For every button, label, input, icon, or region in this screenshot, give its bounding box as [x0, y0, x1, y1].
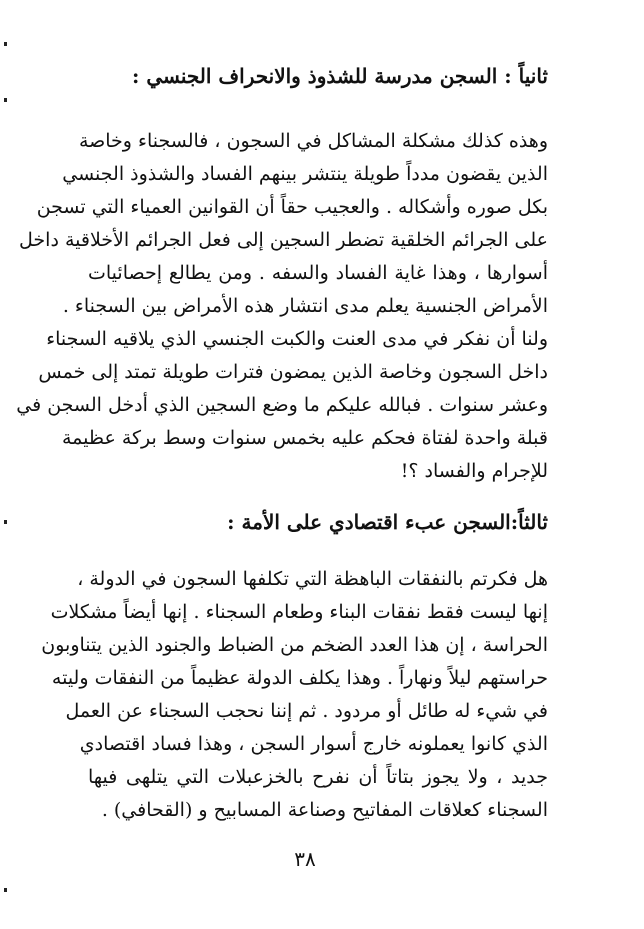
text-line: الحراسة ، إن هذا العدد الضخم من الضباط والجنود الذين يتناوبون [41, 634, 548, 656]
scan-mark [4, 888, 7, 892]
text-line: في شيء له طائل أو مردود . ثم إننا نحجب السجناء عن العمل [65, 700, 548, 722]
text-line: قبلة واحدة لفتاة فحكم عليه بخمس سنوات وسط بركة عظيمة [61, 427, 548, 449]
scan-mark [4, 520, 7, 524]
text-line: وهذه كذلك مشكلة المشاكل في السجون ، فالسجناء وخاصة [78, 130, 548, 152]
section-heading-2: ثالثاً:السجن عبء اقتصادي على الأمة : [227, 510, 548, 534]
text-line: الأمراض الجنسية يعلم مدى انتشار هذه الأمراض بين السجناء . [62, 295, 548, 317]
text-line: هل فكرتم بالنفقات الباهظة التي تكلفها السجون في الدولة ، [77, 568, 548, 590]
text-line: داخل السجون وخاصة الذين يمضون فترات طويلة تمتد إلى خمس [38, 361, 548, 383]
text-line: السجناء كعلاقات المفاتيح وصناعة المسابيح و (القحافي) . [101, 799, 548, 821]
text-line: الذين يقضون مدداً طويلة ينتشر بينهم الفساد والشذوذ الجنسي [62, 163, 548, 185]
section-heading-1: ثانياً : السجن مدرسة للشذوذ والانحراف الجنسي : [132, 64, 548, 88]
text-line: للإجرام والفساد ؟! [400, 460, 548, 482]
text-line: ولنا أن نفكر في مدى العنت والكبت الجنسي الذي يلاقيه السجناء [46, 328, 548, 350]
text-line: بكل صوره وأشكاله . والعجيب حقاً أن القوانين العمياء التي تسجن [36, 196, 548, 218]
text-line: إنها ليست فقط نفقات البناء وطعام السجناء . إنها أيضاً مشكلات [50, 601, 548, 623]
page-number: ٣٨ [294, 847, 316, 871]
text-line: حراستهم ليلاً ونهاراً . وهذا يكلف الدولة عظيماً من النفقات وليته [51, 667, 548, 689]
text-line: وعشر سنوات . فبالله عليكم ما وضع السجين الذي أدخل السجن في [16, 394, 548, 416]
text-line: الذي كانوا يعملونه خارج أسوار السجن ، وهذا فساد اقتصادي [79, 733, 548, 755]
scan-mark [4, 42, 7, 46]
text-line: أسوارها ، وهذا غاية الفساد والسفه . ومن يطالع إحصائيات [88, 262, 548, 284]
text-line: على الجرائم الخلقية تضطر السجين إلى فعل الجرائم الأخلاقية داخل [19, 229, 548, 251]
text-line: جديد ، ولا يجوز بتاتاً أن نفرح بالخزعبلات التي يتلهى فيها [88, 766, 548, 788]
scan-mark [4, 98, 7, 102]
